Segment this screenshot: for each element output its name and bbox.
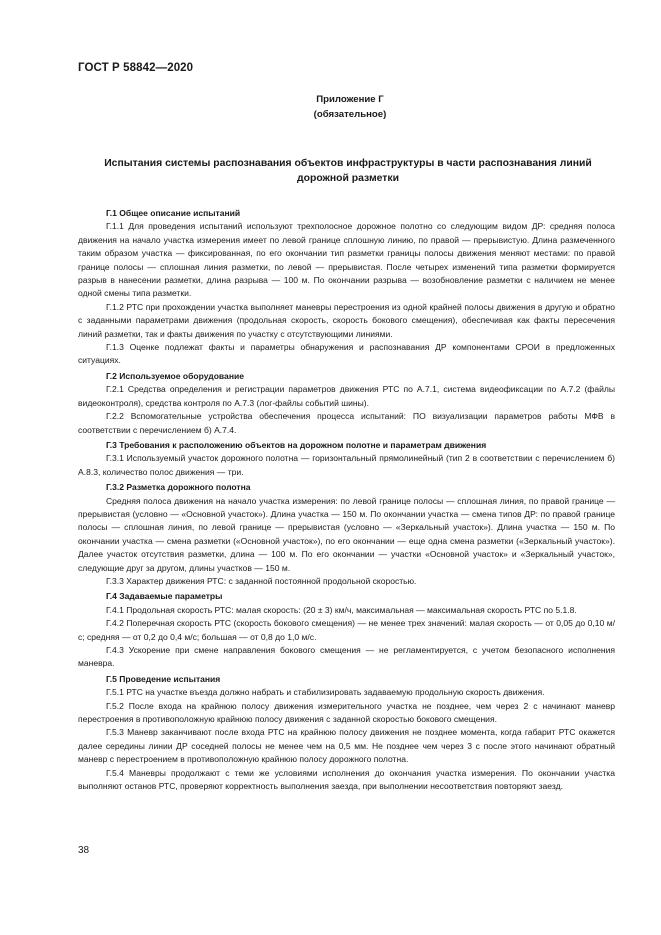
paragraph-g4-3: Г.4.3 Ускорение при смене направления бокового смещения — не регламентируется, с учетом безопасного исполнения маневра. [78, 645, 615, 669]
page-number: 38 [78, 845, 90, 856]
section-title: Испытания системы распознавания объектов инфраструктуры в части распознавания линий дорожной разметки [104, 158, 592, 184]
heading-g5: Г.5 Проведение испытания [106, 673, 221, 684]
annex-label [200, 92, 500, 122]
paragraph-g1-1: Г.1.1 Для проведения испытаний используют трехполосное дорожное полотно со следующим видом ДР: средняя полоса движения на начало участка измерения имеет по левой границе сплошную линию, по правой — прерывистую. Длина размеченного таким образом участка — фиксированная, по его окончании тип разметки границы полосы движения меняют местами: по правой границе полосы — сплошная линия разметки, по левой — прерывистая. После четырех изменений типа разметки формируется разрыв в нанесении разметки, длина разрыва — 100 м. По окончании разрыва — возобновление разметки с наличием не менее одной смены типа разметки. [78, 221, 615, 299]
heading-g2: Г.2 Используемое оборудование [106, 370, 244, 381]
heading-g1: Г.1 Общее описание испытаний [106, 208, 241, 218]
paragraph-g4-1: Г.4.1 Продольная скорость РТС: малая скорость: (20 ± 3) км/ч, максимальная — максимальная скорость РТС по 5.1.8. [106, 604, 577, 615]
heading-g4: Г.4 Задаваемые параметры [106, 591, 223, 602]
paragraph-g5-1: Г.5.1 РТС на участке въезда должно набрать и стабилизировать задаваемую продольную скорость движения. [106, 687, 545, 698]
paragraph-g5-3: Г.5.3 Маневр заканчивают после входа РТС на крайнюю полосу движения не позднее момента, когда габарит РТС окажется далее середины линии ДР соседней полосы не менее чем на 0,5 мм. Не позднее чем через 3 с после этого начинают обратный маневр с перестроением в противоположную крайнюю полосу дорожного полотна. [78, 727, 615, 765]
annex-title: Приложение Г [316, 94, 384, 105]
paragraph-g1-2: Г.1.2 РТС при прохождении участка выполняет маневры перестроения из одной крайней полосы движения в другую и обратно с заданными параметрами движения (продольная скорость, скорость бокового смещения), обеспечивая как факты пересечения линий разметки, так и факты движения по участку с отсутствующими линиями. [78, 301, 615, 339]
paragraph-g2-2: Г.2.2 Вспомогательные устройства обеспечения процесса испытаний: ПО визуализации параметров работы МФВ в соответствии с перечислением б) А.7.4. [78, 411, 615, 435]
paragraph-g3-2: Средняя полоса движения на начало участка измерения: по левой границе полосы — сплошная линия, по правой границе — прерывистая (условно — «Основной участок»). Длина участка — 150 м. По окончании участка — смена типов ДР: по правой границе полосы — сплошная линия, по левой границе — прерывистая (условно — «Зеркальный участок»). Длина участка — 150 м. По окончании участка — смена разметки («Основной участок»), по его окончании — еще одна смена разметки («Зеркальный участок»). Далее участок отсутствия разметки, длина — 100 м. По его окончании — участки «Основной участок» и «Зеркальный участок», следующие друг за другом, длины участков — 150 м. [78, 495, 615, 573]
paragraph-g3-3: Г.3.3 Характер движения РТС: с заданной постоянной продольной скоростью. [106, 575, 417, 586]
heading-g3-2: Г.3.2 Разметка дорожного полотна [106, 482, 251, 493]
paragraph-g5-2: Г.5.2 После входа на крайнюю полосу движения измерительного участка не позднее, чем через 2 с начинают маневр перестроения в противоположную крайнюю полосу движения с заданной скоростью бокового смещения. [78, 700, 615, 725]
paragraph-g4-2: Г.4.2 Поперечная скорость РТС (скорость бокового смещения) — не менее трех значений: малая скорость — от 0,05 до 0,10 м/с; средняя — от 0,2 до 0,4 м/с; большая — от 0,8 до 1,0 м/с. [78, 618, 615, 642]
paragraph-g5-4: Г.5.4 Маневры продолжают с теми же условиями исполнения до окончания участка измерения. По окончании участка выполняют останов РТС, проверяют корректность выполнения заезда, при выполнении несоответствия повторяют заезд. [78, 767, 615, 792]
document-body [78, 205, 615, 793]
heading-g3: Г.3 Требования к расположению объектов на дорожном полотне и параметрам движения [106, 439, 487, 450]
paragraph-g3-1: Г.3.1 Используемый участок дорожного полотна — горизонтальный прямолинейный (тип 2 в соответствии с перечислением б) А.8.3, количество полос движения — три. [78, 453, 615, 477]
paragraph-g1-3: Г.1.3 Оценке подлежат факты и параметры обнаружения и распознавания ДР компонентами СРОИ в предложенных ситуациях. [78, 342, 615, 366]
document-code: ГОСТ Р 58842—2020 [78, 62, 194, 74]
paragraph-g2-1: Г.2.1 Средства определения и регистрации параметров движения РТС по А.7.1, система видеофиксации по А.7.2 (файлы видеоконтроля), средства контроля по А.7.3 (лог-файлы событий шины). [78, 384, 615, 408]
annex-status: (обязательное) [313, 109, 387, 120]
